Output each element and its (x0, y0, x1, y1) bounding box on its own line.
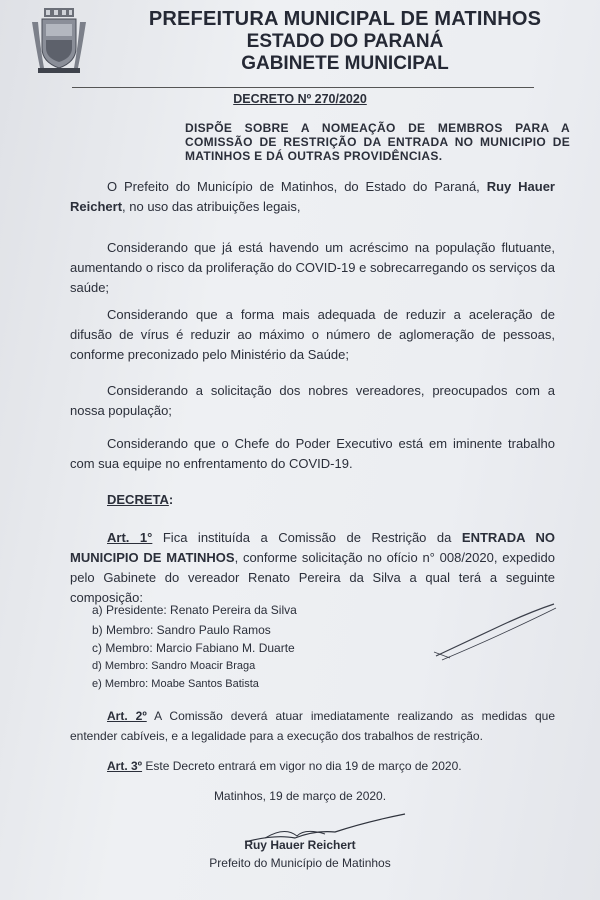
header-prefeitura: PREFEITURA MUNICIPAL DE MATINHOS (148, 8, 542, 30)
consideration-1: Considerando que já está havendo um acréscimo na população flutuante, aumentando o risco da proliferação do COVID-19 e sobrecarregando os serviços da saúde; (70, 240, 555, 295)
initials-flourish-icon (430, 600, 560, 665)
decree-number: DECRETO Nº 270/2020 (233, 92, 367, 106)
member-e: e) Membro: Moabe Santos Batista (92, 678, 259, 690)
consideration-2: Considerando que a forma mais adequada de reduzir a aceleração de difusão de vírus é reduzir ao máximo o número de aglomeração de pessoas, conforme preconizado pelo Ministério da Saúde; (70, 307, 555, 362)
mayor-name: Ruy Hauer Reichert (70, 179, 555, 214)
art1-text-b: , conforme solicitação no ofício n° 008/2020, expedido pelo Gabinete do vereador Renato Pereira da Silva a qual terá a seguinte composição: (70, 550, 556, 605)
consideration-4: Considerando que o Chefe do Poder Executivo está em iminente trabalho com sua equipe no enfrentamento do COVID-19. (70, 436, 555, 471)
decreta-word: DECRETA (107, 492, 169, 507)
member-a: a) Presidente: Renato Pereira da Silva (92, 603, 297, 617)
member-b: b) Membro: Sandro Paulo Ramos (92, 623, 271, 637)
art1-bold: ENTRADA NO MUNICIPIO DE MATINHOS (70, 530, 556, 565)
article-2 (70, 706, 555, 746)
art2-text: A Comissão deverá atuar imediatamente realizando as medidas que entender cabíveis, e a legalidade para a execução dos trabalhos de restrição. (70, 709, 555, 743)
art3-text: Este Decreto entrará em vigor no dia 19 de março de 2020. (142, 759, 462, 773)
preamble-text-a: O Prefeito do Município de Matinhos, do Estado do Paraná, (107, 179, 487, 194)
municipal-coat-of-arms-icon (30, 8, 88, 74)
signatory-role: Prefeito do Município de Matinhos (209, 856, 391, 870)
header-gabinete: GABINETE MUNICIPAL (241, 53, 449, 74)
header-estado: ESTADO DO PARANÁ (246, 31, 444, 52)
preamble (70, 177, 555, 217)
member-d: d) Membro: Sandro Moacir Braga (92, 660, 256, 672)
consideration-3: Considerando a solicitação dos nobres vereadores, preocupados com a nossa população; (70, 383, 555, 418)
art2-label: Art. 2º (107, 709, 147, 723)
art1-text-a: Fica instituída a Comissão de Restrição da (152, 530, 462, 545)
signatory-name: Ruy Hauer Reichert (244, 838, 356, 852)
decree-ementa: DISPÕE SOBRE A NOMEAÇÃO DE MEMBROS PARA A COMISSÃO DE RESTRIÇÃO DA ENTRADA NO MUNICIPIO DE MATINHOS E DÁ OUTRAS PROVIDÊNCIAS. (185, 121, 570, 163)
art1-label: Art. 1° (107, 530, 153, 545)
decreta-colon: : (168, 492, 174, 507)
date-line: Matinhos, 19 de março de 2020. (213, 789, 387, 803)
article-1 (70, 528, 555, 608)
art3-label: Art. 3º (107, 759, 143, 773)
decreta-heading (70, 490, 555, 510)
header-divider (72, 87, 534, 88)
article-3 (70, 756, 555, 776)
preamble-text-b: , no uso das atribuições legais, (122, 199, 301, 214)
member-c: c) Membro: Marcio Fabiano M. Duarte (92, 641, 295, 655)
